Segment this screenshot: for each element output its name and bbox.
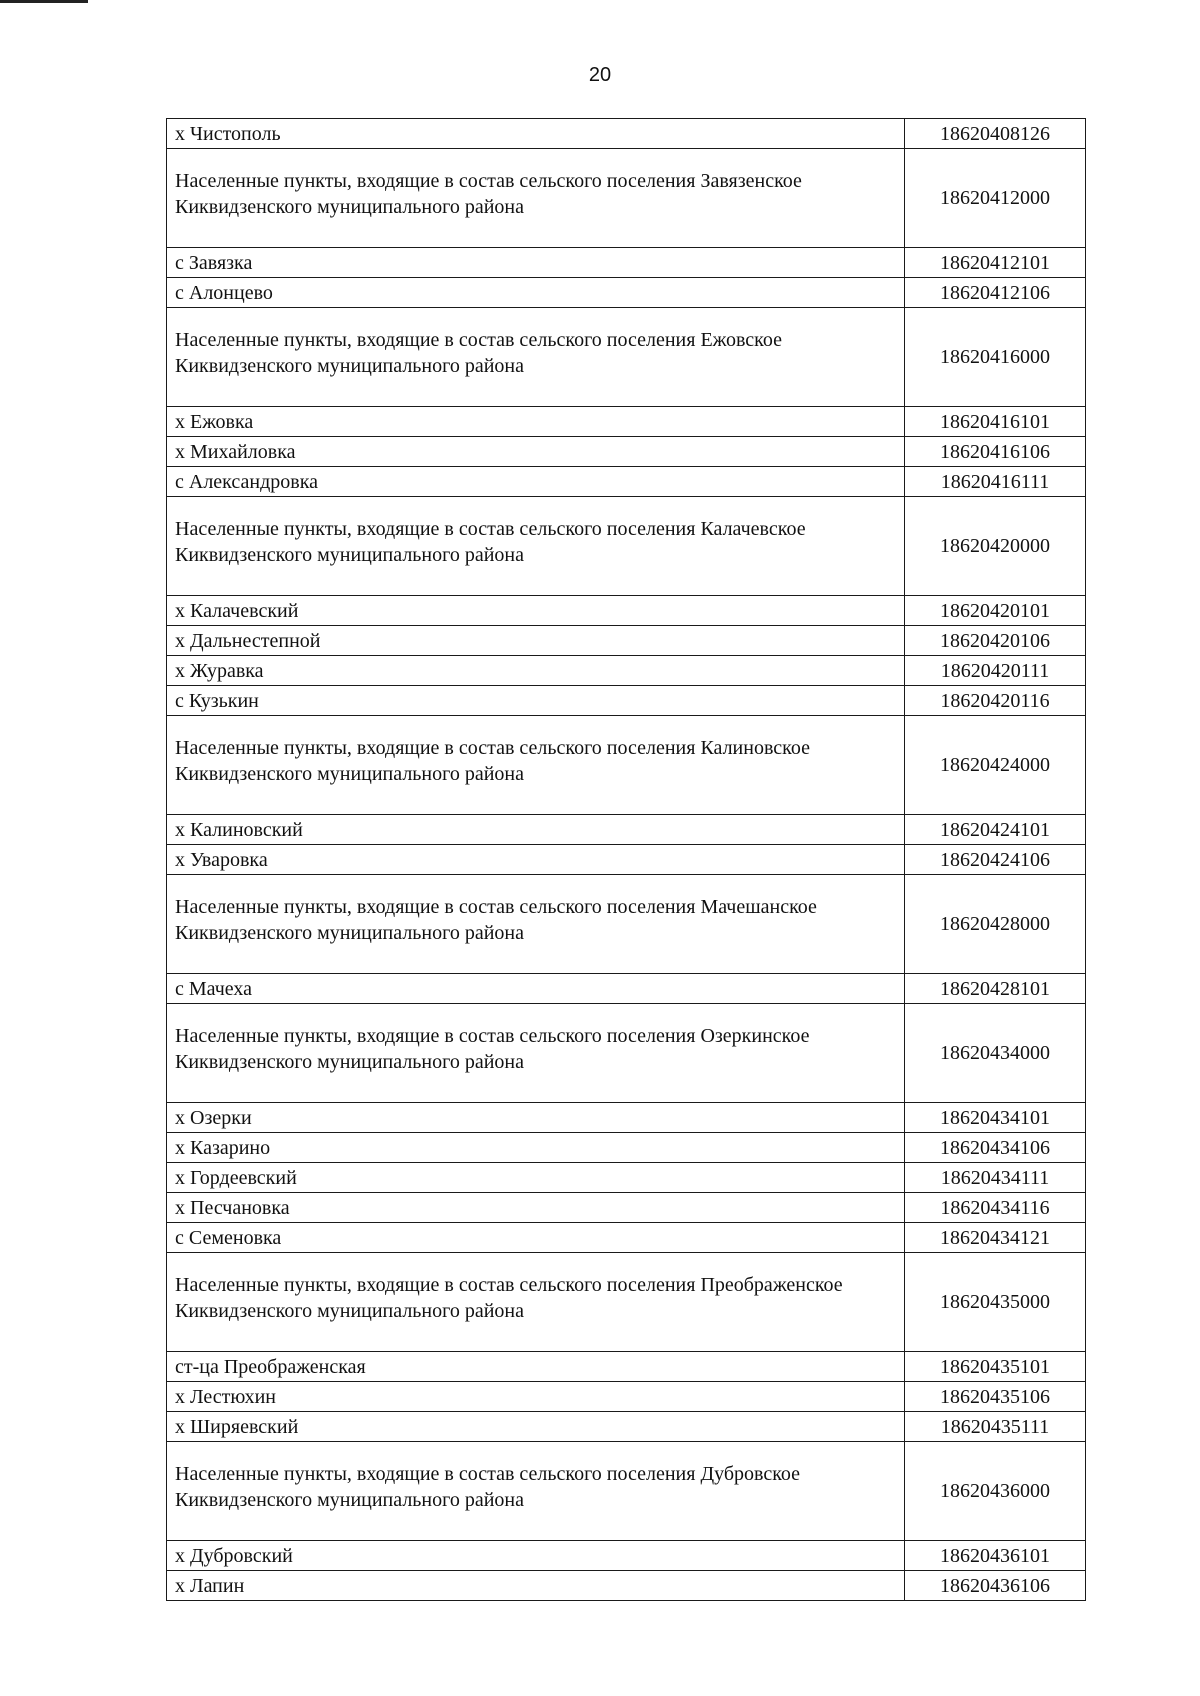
locality-name-cell: х Лестюхин [167, 1382, 905, 1412]
locality-row [167, 1163, 1086, 1193]
settlement-description-cell: Населенные пункты, входящие в состав сельского поселения Калиновское Киквидзенского муниципального района [167, 716, 905, 815]
locality-row [167, 1103, 1086, 1133]
locality-name-cell: х Уваровка [167, 845, 905, 875]
locality-name-cell: ст-ца Преображенская [167, 1352, 905, 1382]
oktmo-code-cell: 18620420106 [905, 626, 1086, 656]
settlement-description-cell: Населенные пункты, входящие в состав сельского поселения Калачевское Киквидзенского муниципального района [167, 497, 905, 596]
locality-row [167, 686, 1086, 716]
locality-name-cell: х Калачевский [167, 596, 905, 626]
locality-name-cell: с Александровка [167, 467, 905, 497]
locality-name-cell: х Гордеевский [167, 1163, 905, 1193]
oktmo-code-cell: 18620424101 [905, 815, 1086, 845]
settlement-header-row [167, 1253, 1086, 1352]
oktmo-code-cell: 18620436106 [905, 1571, 1086, 1601]
locality-name-cell: х Журавка [167, 656, 905, 686]
locality-row [167, 119, 1086, 149]
locality-row [167, 437, 1086, 467]
locality-name-cell: х Дальнестепной [167, 626, 905, 656]
oktmo-code-cell: 18620420116 [905, 686, 1086, 716]
oktmo-code-cell: 18620420000 [905, 497, 1086, 596]
locality-row [167, 1352, 1086, 1382]
locality-name-cell: х Дубровский [167, 1541, 905, 1571]
locality-row [167, 974, 1086, 1004]
locality-name-cell: х Озерки [167, 1103, 905, 1133]
oktmo-code-cell: 18620435106 [905, 1382, 1086, 1412]
oktmo-code-cell: 18620434000 [905, 1004, 1086, 1103]
locality-row [167, 656, 1086, 686]
locality-row [167, 248, 1086, 278]
locality-name-cell: с Алонцево [167, 278, 905, 308]
oktmo-code-cell: 18620416101 [905, 407, 1086, 437]
oktmo-code-cell: 18620435000 [905, 1253, 1086, 1352]
settlement-header-row [167, 308, 1086, 407]
locality-name-cell: с Кузькин [167, 686, 905, 716]
page-number: 20 [588, 64, 612, 86]
oktmo-code-cell: 18620434106 [905, 1133, 1086, 1163]
locality-row [167, 596, 1086, 626]
locality-name-cell: х Казарино [167, 1133, 905, 1163]
locality-name-cell: с Мачеха [167, 974, 905, 1004]
oktmo-code-cell: 18620420101 [905, 596, 1086, 626]
locality-name-cell: с Семеновка [167, 1223, 905, 1253]
settlement-description-cell: Населенные пункты, входящие в состав сельского поселения Ежовское Киквидзенского муниципального района [167, 308, 905, 407]
oktmo-code-cell: 18620412101 [905, 248, 1086, 278]
oktmo-code-cell: 18620434121 [905, 1223, 1086, 1253]
oktmo-code-cell: 18620436000 [905, 1442, 1086, 1541]
oktmo-code-cell: 18620428000 [905, 875, 1086, 974]
locality-row [167, 845, 1086, 875]
oktmo-code-cell: 18620424106 [905, 845, 1086, 875]
locality-name-cell: х Михайловка [167, 437, 905, 467]
locality-row [167, 1382, 1086, 1412]
scan-corner-mark [0, 0, 88, 3]
locality-row [167, 1541, 1086, 1571]
locality-row [167, 467, 1086, 497]
locality-name-cell: с Завязка [167, 248, 905, 278]
locality-name-cell: х Песчановка [167, 1193, 905, 1223]
oktmo-code-cell: 18620412106 [905, 278, 1086, 308]
settlement-header-row [167, 149, 1086, 248]
locality-row [167, 815, 1086, 845]
locality-row [167, 626, 1086, 656]
oktmo-code-cell: 18620416111 [905, 467, 1086, 497]
oktmo-code-cell: 18620428101 [905, 974, 1086, 1004]
locality-row [167, 1193, 1086, 1223]
oktmo-code-cell: 18620416106 [905, 437, 1086, 467]
oktmo-code-cell: 18620435111 [905, 1412, 1086, 1442]
locality-row [167, 1223, 1086, 1253]
oktmo-code-cell: 18620416000 [905, 308, 1086, 407]
settlement-code-table [166, 118, 1086, 1601]
settlement-description-cell: Населенные пункты, входящие в состав сельского поселения Мачешанское Киквидзенского муниципального района [167, 875, 905, 974]
table-body [167, 119, 1086, 1601]
settlement-description-cell: Населенные пункты, входящие в состав сельского поселения Завязенское Киквидзенского муниципального района [167, 149, 905, 248]
settlement-header-row [167, 497, 1086, 596]
locality-name-cell: х Ширяевский [167, 1412, 905, 1442]
locality-row [167, 1571, 1086, 1601]
settlement-header-row [167, 875, 1086, 974]
locality-name-cell: х Ежовка [167, 407, 905, 437]
settlement-description-cell: Населенные пункты, входящие в состав сельского поселения Озеркинское Киквидзенского муниципального района [167, 1004, 905, 1103]
locality-name-cell: х Лапин [167, 1571, 905, 1601]
oktmo-code-cell: 18620436101 [905, 1541, 1086, 1571]
locality-name-cell: х Чистополь [167, 119, 905, 149]
locality-name-cell: х Калиновский [167, 815, 905, 845]
settlement-description-cell: Населенные пункты, входящие в состав сельского поселения Преображенское Киквидзенского муниципального района [167, 1253, 905, 1352]
locality-row [167, 407, 1086, 437]
settlement-header-row [167, 1442, 1086, 1541]
oktmo-code-cell: 18620424000 [905, 716, 1086, 815]
oktmo-code-cell: 18620420111 [905, 656, 1086, 686]
oktmo-code-cell: 18620434101 [905, 1103, 1086, 1133]
settlement-header-row [167, 1004, 1086, 1103]
oktmo-code-cell: 18620412000 [905, 149, 1086, 248]
settlement-header-row [167, 716, 1086, 815]
settlement-description-cell: Населенные пункты, входящие в состав сельского поселения Дубровское Киквидзенского муниципального района [167, 1442, 905, 1541]
oktmo-code-cell: 18620408126 [905, 119, 1086, 149]
locality-row [167, 1412, 1086, 1442]
oktmo-code-cell: 18620434116 [905, 1193, 1086, 1223]
oktmo-code-cell: 18620435101 [905, 1352, 1086, 1382]
locality-row [167, 1133, 1086, 1163]
oktmo-code-cell: 18620434111 [905, 1163, 1086, 1193]
locality-row [167, 278, 1086, 308]
